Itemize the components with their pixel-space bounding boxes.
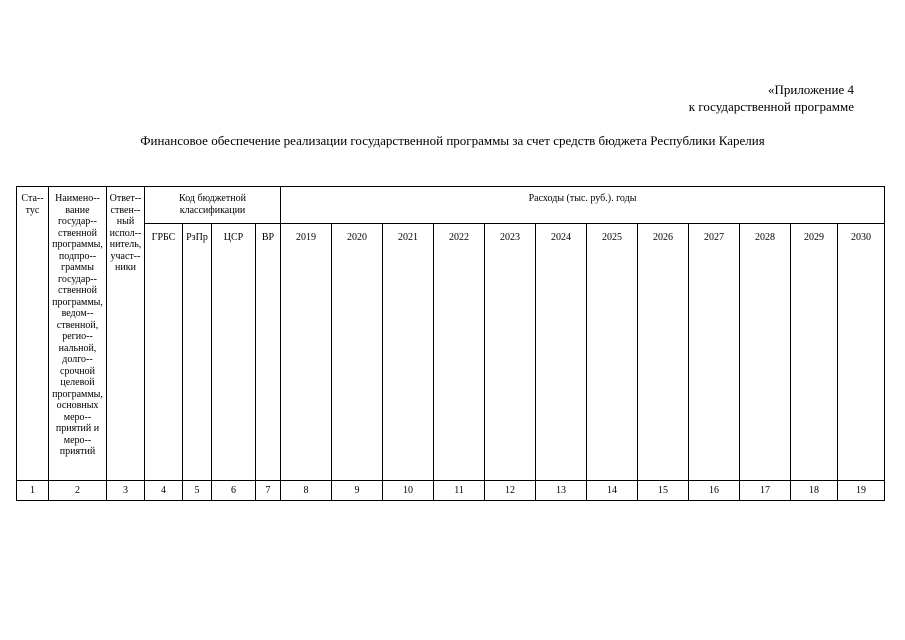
column-number: 6	[212, 481, 256, 501]
year-header-2023: 2023	[485, 224, 536, 481]
year-header-2027: 2027	[689, 224, 740, 481]
column-number: 12	[485, 481, 536, 501]
year-header-2026: 2026	[638, 224, 689, 481]
header-row-2	[17, 224, 885, 481]
column-number: 19	[838, 481, 885, 501]
year-header-2019: 2019	[281, 224, 332, 481]
column-number: 1	[17, 481, 49, 501]
header-row-1	[17, 187, 885, 224]
annex-label	[494, 81, 854, 115]
year-header-2030: 2030	[838, 224, 885, 481]
column-number-row	[17, 481, 885, 501]
column-number: 14	[587, 481, 638, 501]
column-number: 10	[383, 481, 434, 501]
column-number: 13	[536, 481, 587, 501]
document-title: Финансовое обеспечение реализации государственной программы за счет средств бюджета Республики Карелия	[140, 133, 765, 148]
expenses-header: Расходы (тыс. руб.). годы	[281, 187, 885, 224]
code-header-csr: ЦСР	[212, 224, 256, 481]
status-header: Ста-тус	[17, 187, 49, 481]
column-number: 3	[107, 481, 145, 501]
column-number: 17	[740, 481, 791, 501]
column-number: 18	[791, 481, 838, 501]
column-number: 7	[256, 481, 281, 501]
column-number: 5	[183, 481, 212, 501]
code-header-grbs: ГРБС	[145, 224, 183, 481]
year-header-2028: 2028	[740, 224, 791, 481]
year-header-2029: 2029	[791, 224, 838, 481]
column-number: 8	[281, 481, 332, 501]
column-number: 11	[434, 481, 485, 501]
column-number: 2	[49, 481, 107, 501]
column-number: 4	[145, 481, 183, 501]
name-header: Наимено-вание государ-ственной программы, подпро-граммы государ-ственной программы, ведом-ственной, регио-нальной, долго-срочной целевой программы, основных меро-приятий и меро-приятий	[49, 187, 107, 481]
column-number: 16	[689, 481, 740, 501]
annex-line-2: к государственной программе	[688, 99, 854, 114]
column-number: 15	[638, 481, 689, 501]
responsible-header: Ответ-ствен-ный испол-нитель, участ-ники	[107, 187, 145, 481]
code-header-rzpr: РзПр	[183, 224, 212, 481]
year-header-2025: 2025	[587, 224, 638, 481]
code-header-vr: ВР	[256, 224, 281, 481]
year-header-2024: 2024	[536, 224, 587, 481]
year-header-2022: 2022	[434, 224, 485, 481]
budget-code-header: Код бюджетной классификации	[145, 187, 281, 224]
annex-line-1: «Приложение 4	[767, 82, 854, 97]
financing-table	[16, 186, 885, 501]
year-header-2021: 2021	[383, 224, 434, 481]
column-number: 9	[332, 481, 383, 501]
year-header-2020: 2020	[332, 224, 383, 481]
